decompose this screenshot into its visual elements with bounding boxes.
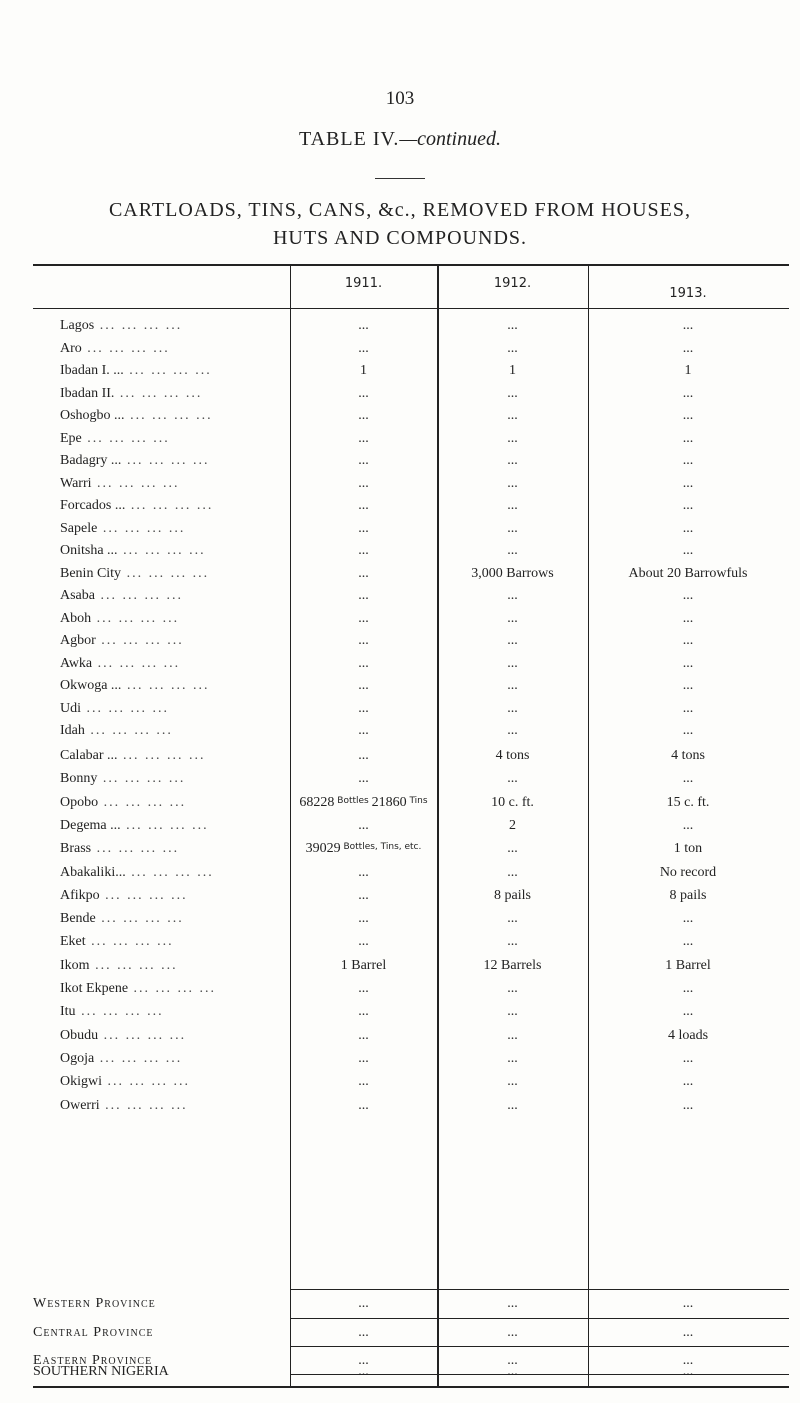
- row-place: [60, 771, 295, 787]
- row-place-name: Sapele: [60, 520, 98, 536]
- cell-1911: 1: [360, 363, 367, 378]
- cell-1913: ...: [682, 1097, 694, 1113]
- row-place: [60, 981, 295, 997]
- cell-1913: ...: [682, 588, 694, 603]
- row-place: [60, 1098, 295, 1114]
- cell-1912: 8 pails: [494, 887, 531, 903]
- row-place-name: Forcados ...: [60, 498, 126, 513]
- total-row: [0, 1325, 800, 1347]
- province-rule: [290, 1318, 789, 1319]
- cell-1913: About 20 Barrowfuls: [628, 565, 748, 581]
- cell-1912: ...: [507, 520, 518, 536]
- row-place: [60, 611, 295, 627]
- row-place-name: Badagry ...: [60, 453, 122, 468]
- cell-1912: ...: [507, 498, 518, 513]
- row-place: [60, 865, 295, 881]
- table-row: [0, 701, 800, 723]
- table-top-rule: [33, 264, 789, 266]
- table-row: [0, 1004, 800, 1026]
- cell-1913: ...: [682, 817, 694, 833]
- row-place: [60, 566, 295, 582]
- cell-1911: [290, 795, 437, 811]
- total-1913: ...: [682, 1296, 694, 1311]
- row-place-name: Okigwi: [60, 1074, 102, 1090]
- row-place-dots: ... ... ... ...: [98, 794, 187, 810]
- table-row: [0, 678, 800, 700]
- cell-1913: ...: [682, 408, 694, 423]
- row-place-dots: ... ... ... ...: [97, 771, 186, 787]
- cell-1912: ...: [507, 864, 518, 880]
- province-rule: [290, 1374, 789, 1375]
- cell-1912: 1: [509, 363, 516, 378]
- title-rule: [375, 178, 425, 179]
- row-place-dots: ... ... ... ...: [92, 655, 181, 671]
- row-place-dots: ... ... ... ...: [91, 610, 180, 626]
- total-row: [0, 1296, 800, 1318]
- row-place: [60, 818, 295, 834]
- cell-1913: ...: [682, 385, 694, 401]
- cell-1912: ...: [507, 1004, 518, 1020]
- cell-1912: ...: [507, 588, 518, 603]
- row-place-name: Onitsha ...: [60, 543, 118, 558]
- table-row: [0, 1028, 800, 1050]
- cell-1913: ...: [682, 430, 694, 446]
- cell-1911: ...: [358, 817, 369, 833]
- total-1912: ...: [507, 1364, 518, 1379]
- cell-1911: ...: [358, 771, 369, 787]
- cell-1912: ...: [507, 385, 518, 401]
- cell-1913: ...: [682, 340, 694, 356]
- cell-1913: ...: [682, 1004, 694, 1020]
- row-place-dots: ... ... ... ...: [84, 723, 173, 738]
- subtitle-line-1: CARTLOADS, TINS, CANS, &c., REMOVED FROM HOUSES,: [108, 199, 692, 221]
- row-place: [60, 521, 295, 537]
- row-place: [60, 633, 295, 649]
- row-place-name: Obudu: [60, 1027, 99, 1043]
- cell-1912: ...: [507, 318, 518, 333]
- cell-1911: 1 Barrel: [340, 957, 387, 973]
- row-place: [60, 678, 295, 694]
- row-place-dots: ... ... ... ...: [81, 700, 169, 716]
- row-place-dots: ... ... ... ...: [114, 385, 203, 401]
- subtitle-line-2: HUTS AND COMPOUNDS.: [272, 227, 528, 249]
- row-place: [60, 543, 295, 559]
- header-1913: 1913.: [669, 286, 707, 301]
- table-row: [0, 476, 800, 498]
- cell-1912: ...: [507, 934, 518, 950]
- cell-1911: ...: [358, 610, 369, 626]
- total-1912: ...: [507, 1325, 518, 1340]
- cell-1912: 10 c. ft.: [491, 794, 534, 810]
- cell-1913: ...: [682, 475, 694, 491]
- province-rule: [290, 1346, 789, 1347]
- row-place-name: Agbor: [60, 633, 96, 648]
- cell-1911: ...: [358, 887, 369, 903]
- row-place: [60, 1074, 295, 1090]
- row-place-name: Brass: [60, 841, 92, 857]
- cell-1913: ...: [682, 453, 694, 468]
- cell-1912: ...: [507, 633, 518, 648]
- row-place-name: Abakaliki...: [60, 864, 126, 880]
- row-place-dots: ... ... ... ...: [98, 1027, 187, 1043]
- row-place: [60, 748, 295, 764]
- table-row: [0, 498, 800, 520]
- header-1911: 1911.: [344, 276, 383, 291]
- total-1913: ...: [682, 1325, 694, 1340]
- row-place: [60, 588, 295, 604]
- cell-1912: ...: [507, 1050, 518, 1066]
- row-place-dots: ... ... ... ...: [121, 453, 210, 468]
- cell-1911: ...: [358, 1074, 369, 1090]
- table-row: [0, 771, 800, 793]
- table-row: [0, 633, 800, 655]
- table-title-main: TABLE IV.: [298, 128, 400, 150]
- table-title: [0, 128, 800, 151]
- row-place-name: Udi: [60, 700, 81, 716]
- total-1912: ...: [507, 1353, 518, 1368]
- cell-1913: 4 tons: [671, 748, 705, 763]
- cell-1911: ...: [358, 911, 369, 927]
- table-row: [0, 453, 800, 475]
- row-place-dots: ... ... ... ...: [97, 520, 186, 536]
- cell-1911: ...: [358, 1097, 369, 1113]
- cell-1911-value-2: 21860: [371, 794, 407, 810]
- cell-1911: ...: [358, 748, 369, 763]
- row-place-name: Ibadan II.: [60, 385, 115, 401]
- table-row: [0, 865, 800, 887]
- cell-1911-unit: Bottles: [334, 795, 372, 806]
- cell-1913: ...: [682, 543, 694, 558]
- cell-1913: ...: [682, 633, 694, 648]
- cell-1913: ...: [682, 1074, 694, 1090]
- total-1911: ...: [358, 1364, 369, 1379]
- cell-1911-value: 39029: [305, 841, 341, 857]
- row-place-name: Asaba: [60, 588, 95, 603]
- row-place: [60, 656, 295, 672]
- row-place: [60, 453, 295, 469]
- row-place-dots: ... ... ... ...: [102, 1074, 190, 1090]
- cell-1911-unit-2: Tins: [406, 795, 428, 806]
- header-rule: [33, 308, 789, 309]
- cell-1912: ...: [507, 453, 518, 468]
- cell-1911: ...: [358, 475, 369, 491]
- row-place: [60, 386, 295, 402]
- row-place-dots: ... ... ... ...: [125, 498, 214, 513]
- cell-1912: ...: [507, 700, 518, 716]
- cell-1913: ...: [682, 678, 694, 693]
- row-place-dots: ... ... ... ...: [95, 633, 184, 648]
- cell-1913: ...: [682, 1050, 694, 1066]
- row-place-dots: ... ... ... ...: [117, 748, 206, 763]
- row-place-dots: ... ... ... ...: [128, 981, 217, 996]
- cell-1913: 8 pails: [669, 887, 707, 903]
- cell-1911: ...: [358, 633, 369, 648]
- cell-1912: ...: [507, 1097, 518, 1113]
- total-place: SOUTHERN NIGERIA: [33, 1364, 169, 1379]
- cell-1911: [290, 841, 437, 857]
- cell-1912: ...: [507, 655, 518, 671]
- cell-1913: ...: [682, 911, 694, 927]
- table-row: [0, 341, 800, 363]
- row-place-name: Warri: [60, 475, 92, 491]
- cell-1912: ...: [507, 1027, 518, 1043]
- cell-1911: ...: [358, 340, 369, 356]
- cell-1913: ...: [682, 520, 694, 536]
- row-place: [60, 841, 295, 857]
- cell-1911: ...: [358, 430, 369, 446]
- row-place: [60, 408, 295, 424]
- row-place-name: Lagos: [60, 318, 95, 333]
- cell-1912: ...: [507, 340, 518, 356]
- table-row: [0, 521, 800, 543]
- cell-1911: ...: [358, 981, 369, 996]
- cell-1912: ...: [507, 841, 518, 857]
- row-place-dots: ... ... ... ...: [99, 1097, 188, 1113]
- row-place-name: Benin City: [60, 565, 122, 581]
- total-1913: ...: [682, 1364, 694, 1379]
- row-place-dots: ... ... ... ...: [89, 957, 178, 973]
- table-row: [0, 911, 800, 933]
- total-1911: ...: [358, 1325, 369, 1340]
- cell-1912: ...: [507, 911, 518, 927]
- total-1911: ...: [358, 1353, 369, 1368]
- table-row: [0, 934, 800, 956]
- total-1911: ...: [358, 1296, 369, 1311]
- row-place-dots: ... ... ... ...: [95, 911, 184, 927]
- row-place-name: Calabar ...: [60, 748, 118, 763]
- table-row: [0, 981, 800, 1003]
- table-row: [0, 611, 800, 633]
- row-place-dots: ... ... ... ...: [94, 318, 183, 333]
- row-place-dots: ... ... ... ...: [91, 841, 180, 857]
- cell-1913: ...: [682, 771, 694, 787]
- row-place-dots: ... ... ... ...: [94, 1050, 183, 1066]
- row-place-dots: ... ... ... ...: [123, 363, 212, 378]
- row-place-name: Eket: [60, 934, 86, 950]
- row-place-dots: ... ... ... ...: [120, 817, 209, 833]
- row-place: [60, 1051, 295, 1067]
- table-subtitle: [0, 196, 800, 252]
- cell-1913: ...: [682, 934, 694, 950]
- table-title-continued: —continued.: [399, 128, 501, 150]
- cell-1912: ...: [507, 610, 518, 626]
- row-place: [60, 341, 295, 357]
- row-place: [60, 363, 295, 379]
- row-place-dots: ... ... ... ...: [81, 430, 170, 446]
- table-row: [0, 431, 800, 453]
- table-row: [0, 795, 800, 817]
- cell-1912: ...: [507, 543, 518, 558]
- row-place-dots: ... ... ... ...: [117, 543, 206, 558]
- total-place: Western Province: [33, 1296, 156, 1311]
- row-place: [60, 431, 295, 447]
- cell-1912: ...: [507, 475, 518, 491]
- table-row: [0, 958, 800, 980]
- cell-1912: 12 Barrels: [483, 957, 542, 973]
- row-place-name: Owerri: [60, 1097, 100, 1113]
- cell-1911: ...: [358, 1027, 369, 1043]
- table-row: [0, 1074, 800, 1096]
- cell-1913: ...: [682, 723, 694, 738]
- table-row: [0, 588, 800, 610]
- row-place-name: Awka: [60, 655, 93, 671]
- cell-1913: ...: [682, 981, 694, 996]
- cell-1911: ...: [358, 520, 369, 536]
- row-place: [60, 795, 295, 811]
- row-place: [60, 1028, 295, 1044]
- row-place: [60, 911, 295, 927]
- row-place: [60, 498, 295, 514]
- cell-1911-value: 68228: [299, 794, 335, 810]
- cell-1913: No record: [659, 864, 717, 880]
- row-place-name: Degema ...: [60, 817, 121, 833]
- cell-1912: 2: [509, 817, 516, 833]
- cell-1912: ...: [507, 981, 518, 996]
- total-1912: ...: [507, 1296, 518, 1311]
- row-place-name: Opobo: [60, 794, 99, 810]
- row-place: [60, 476, 295, 492]
- row-place-name: Ikot Ekpene: [60, 981, 129, 996]
- cell-1911: ...: [358, 1050, 369, 1066]
- cell-1912: 3,000 Barrows: [471, 565, 554, 581]
- row-place-name: Epe: [60, 430, 82, 446]
- row-place-name: Itu: [60, 1004, 76, 1020]
- cell-1911-unit: Bottles, Tins, etc.: [340, 842, 422, 853]
- cell-1913: 1 Barrel: [665, 957, 711, 973]
- cell-1912: ...: [507, 771, 518, 787]
- table-row: [0, 566, 800, 588]
- total-row: [0, 1364, 800, 1386]
- western-rule: [290, 1289, 789, 1290]
- row-place-name: Bende: [60, 911, 96, 927]
- cell-1912: ...: [507, 678, 518, 693]
- table-row: [0, 363, 800, 385]
- cell-1911: ...: [358, 864, 369, 880]
- table-row: [0, 656, 800, 678]
- page-number: 103: [385, 88, 415, 109]
- row-place: [60, 958, 295, 974]
- row-place-name: Afikpo: [60, 887, 100, 903]
- row-place-dots: ... ... ... ...: [125, 864, 214, 880]
- row-place-dots: ... ... ... ...: [95, 588, 183, 603]
- table-row: [0, 841, 800, 863]
- cell-1912: ...: [507, 408, 518, 423]
- table-row: [0, 723, 800, 745]
- cell-1913: ...: [682, 700, 694, 716]
- table-row: [0, 318, 800, 340]
- cell-1912: ...: [507, 1074, 518, 1090]
- row-place-name: Oshogbo ...: [60, 408, 125, 423]
- total-place: Central Province: [33, 1325, 154, 1340]
- row-place-name: Ogoja: [60, 1050, 95, 1066]
- row-place-name: Ibadan I. ...: [60, 363, 124, 378]
- cell-1912: ...: [507, 723, 518, 738]
- row-place-dots: ... ... ... ...: [85, 934, 174, 950]
- row-place-dots: ... ... ... ...: [121, 678, 210, 693]
- cell-1911: ...: [358, 934, 369, 950]
- table-row: [0, 1051, 800, 1073]
- table-row: [0, 1098, 800, 1120]
- cell-1911: ...: [358, 588, 369, 603]
- cell-1911: ...: [358, 385, 369, 401]
- row-place: [60, 934, 295, 950]
- table-row: [0, 543, 800, 565]
- row-place-name: Ikom: [60, 957, 90, 973]
- cell-1911: ...: [358, 498, 369, 513]
- table-row: [0, 888, 800, 910]
- row-place: [60, 888, 295, 904]
- cell-1911: ...: [358, 453, 369, 468]
- header-1912: 1912.: [493, 276, 532, 291]
- cell-1913: 1 ton: [673, 841, 703, 857]
- row-place-dots: ... ... ... ...: [121, 565, 210, 581]
- cell-1911: ...: [358, 565, 369, 581]
- table-row: [0, 386, 800, 408]
- row-place-dots: ... ... ... ...: [124, 408, 213, 423]
- row-place-name: Aboh: [60, 610, 92, 626]
- cell-1913: 4 loads: [667, 1027, 709, 1043]
- cell-1913: 1: [684, 363, 692, 378]
- row-place: [60, 701, 295, 717]
- cell-1911: ...: [358, 408, 369, 423]
- row-place-name: Okwoga ...: [60, 678, 122, 693]
- row-place-name: Bonny: [60, 771, 98, 787]
- cell-1913: ...: [682, 655, 694, 671]
- cell-1913: ...: [682, 318, 694, 333]
- table-row: [0, 408, 800, 430]
- row-place-dots: ... ... ... ...: [99, 887, 188, 903]
- row-place-dots: ... ... ... ...: [91, 475, 180, 491]
- cell-1912: ...: [507, 430, 518, 446]
- total-place: Eastern Province: [33, 1353, 153, 1368]
- cell-1911: ...: [358, 318, 369, 333]
- table-row: [0, 818, 800, 840]
- cell-1912: 4 tons: [495, 748, 530, 763]
- cell-1911: ...: [358, 1004, 369, 1020]
- cell-1913: 15 c. ft.: [666, 794, 710, 810]
- cell-1911: ...: [358, 723, 369, 738]
- row-place: [60, 318, 295, 334]
- cell-1913: ...: [682, 498, 694, 513]
- row-place: [60, 1004, 295, 1020]
- cell-1911: ...: [358, 678, 369, 693]
- cell-1913: ...: [682, 610, 694, 626]
- row-place-name: Aro: [60, 340, 82, 356]
- table-bottom-rule: [33, 1386, 789, 1388]
- row-place-dots: ... ... ... ...: [75, 1004, 164, 1020]
- row-place-dots: ... ... ... ...: [81, 340, 170, 356]
- table-row: [0, 748, 800, 770]
- row-place: [60, 723, 295, 739]
- cell-1911: ...: [358, 543, 369, 558]
- total-1913: ...: [682, 1353, 694, 1368]
- cell-1911: ...: [358, 700, 369, 716]
- cell-1911: ...: [358, 655, 369, 671]
- row-place-name: Idah: [60, 723, 85, 738]
